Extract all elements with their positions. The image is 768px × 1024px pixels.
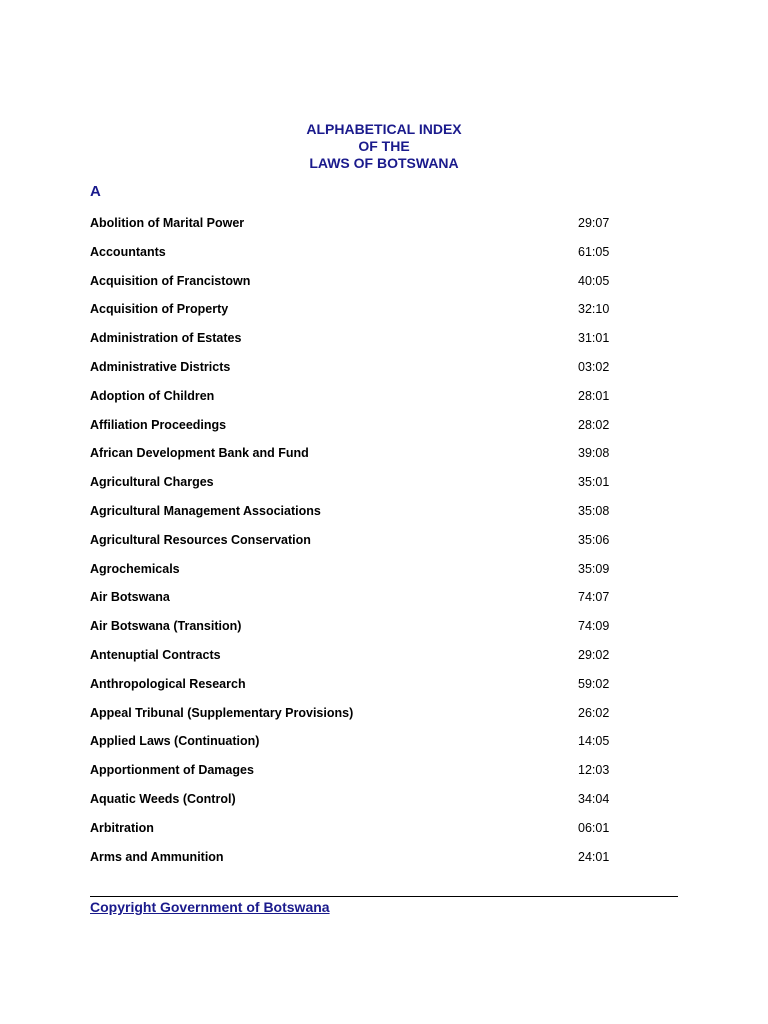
footer-divider <box>90 896 678 897</box>
index-entry-title: Acquisition of Francistown <box>90 273 251 288</box>
title-line-1: ALPHABETICAL INDEX <box>306 121 462 137</box>
index-entry-title: Air Botswana (Transition) <box>90 619 242 634</box>
index-entry <box>90 820 620 849</box>
index-entry <box>90 849 620 878</box>
index-entry-chapter-code: 74:07 <box>578 590 610 605</box>
index-entry <box>90 589 620 618</box>
index-entry-title: Anthropological Research <box>90 676 246 691</box>
index-entry-chapter-code: 29:07 <box>578 216 610 230</box>
index-entry-chapter-code: 34:04 <box>578 791 610 806</box>
index-entry <box>90 445 620 474</box>
index-entry-title: Applied Laws (Continuation) <box>90 734 260 749</box>
index-entry <box>90 330 620 359</box>
index-entry-chapter-code: 35:01 <box>578 475 610 490</box>
index-entry-chapter-code: 29:02 <box>578 647 610 662</box>
index-entry-chapter-code: 35:08 <box>578 503 610 518</box>
index-entry-title: Adoption of Children <box>90 388 215 403</box>
index-entry-chapter-code: 35:09 <box>578 561 610 576</box>
index-entry-chapter-code: 03:02 <box>578 359 610 374</box>
index-entry <box>90 417 620 446</box>
index-entry <box>90 618 620 647</box>
index-entry <box>90 359 620 388</box>
index-entry-title: African Development Bank and Fund <box>90 446 309 461</box>
index-entry-title: Appeal Tribunal (Supplementary Provisions) <box>90 705 354 720</box>
title-line-2: OF THE <box>358 138 410 154</box>
index-entry-chapter-code: 32:10 <box>578 302 610 317</box>
index-entry <box>90 215 620 244</box>
index-entry <box>90 244 620 273</box>
index-entry-title: Agrochemicals <box>90 561 180 576</box>
index-entries-list <box>90 215 620 877</box>
index-entry-title: Antenuptial Contracts <box>90 647 221 662</box>
index-entry <box>90 503 620 532</box>
index-entry-chapter-code: 26:02 <box>578 705 610 720</box>
section-heading-letter: A <box>90 183 101 200</box>
index-entry <box>90 561 620 590</box>
index-entry-chapter-code: 59:02 <box>578 676 610 691</box>
index-entry <box>90 762 620 791</box>
index-entry-chapter-code: 24:01 <box>578 849 610 864</box>
index-entry <box>90 388 620 417</box>
index-entry-chapter-code: 35:06 <box>578 532 610 547</box>
index-entry-chapter-code: 61:05 <box>578 244 610 259</box>
index-entry <box>90 733 620 762</box>
index-entry <box>90 273 620 302</box>
index-entry-chapter-code: 39:08 <box>578 446 610 461</box>
index-entry <box>90 647 620 676</box>
index-entry <box>90 532 620 561</box>
index-entry-chapter-code: 28:01 <box>578 388 610 403</box>
index-entry-title: Aquatic Weeds (Control) <box>90 791 236 806</box>
index-entry-title: Affiliation Proceedings <box>90 417 227 432</box>
index-entry-title: Agricultural Charges <box>90 475 214 490</box>
index-entry <box>90 474 620 503</box>
index-entry-title: Arbitration <box>90 820 154 835</box>
index-entry-title: Agricultural Management Associations <box>90 503 321 518</box>
index-entry-title: Administrative Districts <box>90 359 231 374</box>
index-entry <box>90 705 620 734</box>
index-entry-title: Abolition of Marital Power <box>90 216 245 230</box>
index-entry <box>90 791 620 820</box>
index-entry-chapter-code: 31:01 <box>578 331 610 346</box>
document-title <box>0 121 768 172</box>
index-entry-chapter-code: 12:03 <box>578 763 610 778</box>
index-entry-title: Apportionment of Damages <box>90 763 254 778</box>
index-entry-title: Accountants <box>90 244 166 259</box>
index-entry <box>90 301 620 330</box>
index-entry <box>90 676 620 705</box>
copyright-link[interactable]: Copyright Government of Botswana <box>90 899 330 915</box>
index-entry-title: Arms and Ammunition <box>90 849 224 864</box>
index-entry-chapter-code: 40:05 <box>578 273 610 288</box>
index-entry-title: Administration of Estates <box>90 331 242 346</box>
index-entry-chapter-code: 06:01 <box>578 820 610 835</box>
index-entry-chapter-code: 14:05 <box>578 734 610 749</box>
index-entry-title: Acquisition of Property <box>90 302 229 317</box>
index-entry-chapter-code: 74:09 <box>578 619 610 634</box>
index-entry-title: Air Botswana <box>90 590 170 605</box>
index-entry-chapter-code: 28:02 <box>578 417 610 432</box>
index-entry-title: Agricultural Resources Conservation <box>90 532 311 547</box>
title-line-3: LAWS OF BOTSWANA <box>309 155 459 171</box>
